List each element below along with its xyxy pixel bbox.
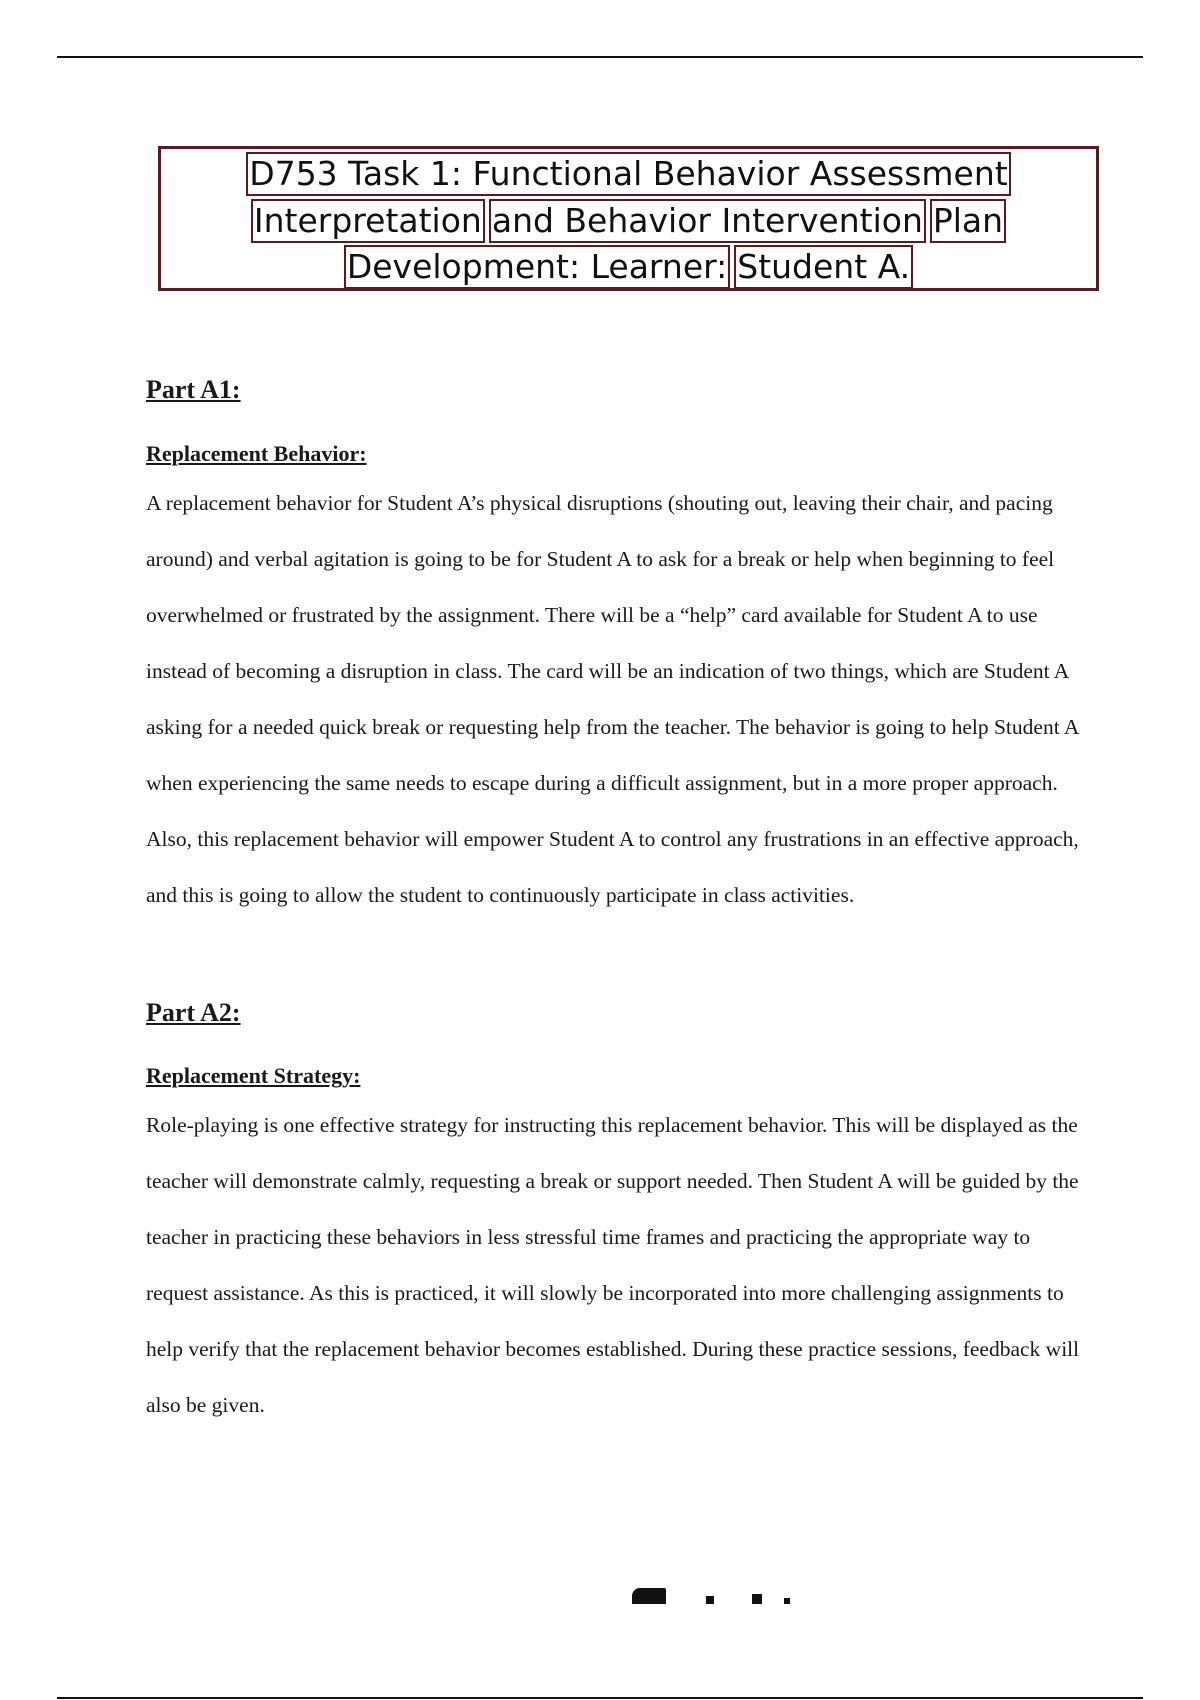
title-segment: Plan bbox=[930, 199, 1006, 243]
title-segment: Interpretation bbox=[251, 199, 485, 243]
title-line-1 bbox=[161, 151, 1096, 198]
top-rule bbox=[57, 56, 1143, 58]
title-line-3 bbox=[161, 244, 1096, 291]
title-segment: Development: Learner: bbox=[344, 245, 730, 289]
title-segment: Student A. bbox=[734, 245, 913, 289]
paragraph-replacement-strategy: Role-playing is one effective strategy for instructing this replacement behavior. This will be displayed as the teacher will demonstrate calmly, requesting a break or support needed. Then Student A will be guided by the teacher in practicing these behaviors in less stressful time frames and practicing the appropriate way to request assistance. As this is practiced, it will slowly be incorporated into more challenging assignments to help verify that the replacement behavior becomes established. During these practice sessions, feedback will also be given. bbox=[146, 1113, 1080, 1417]
bottom-rule bbox=[57, 1697, 1143, 1699]
document-title bbox=[158, 146, 1099, 291]
subheading-replacement-strategy: Replacement Strategy: bbox=[146, 1063, 361, 1088]
title-segment: D753 Task 1: Functional Behavior Assessment bbox=[246, 152, 1010, 196]
section-heading-a1: Part A1: bbox=[146, 375, 241, 404]
title-segment: and Behavior Intervention bbox=[489, 199, 926, 243]
cropped-logo-fragment bbox=[632, 1584, 802, 1604]
section-heading-a2: Part A2: bbox=[146, 998, 241, 1027]
paragraph-replacement-behavior: A replacement behavior for Student A’s physical disruptions (shouting out, leaving their chair, and pacing around) and verbal agitation is going to be for Student A to ask for a break or help when beginning to feel overwhelmed or frustrated by the assignment. There will be a “help” card available for Student A to use instead of becoming a disruption in class. The card will be an indication of two things, which are Student A asking for a needed quick break or requesting help from the teacher. The behavior is going to help Student A when experiencing the same needs to escape during a difficult assignment, but in a more proper approach. Also, this replacement behavior will empower Student A to control any frustrations in an effective approach, and this is going to allow the student to continuously participate in class activities. bbox=[146, 491, 1079, 907]
subheading-replacement-behavior: Replacement Behavior: bbox=[146, 441, 367, 466]
title-line-2 bbox=[161, 198, 1096, 245]
